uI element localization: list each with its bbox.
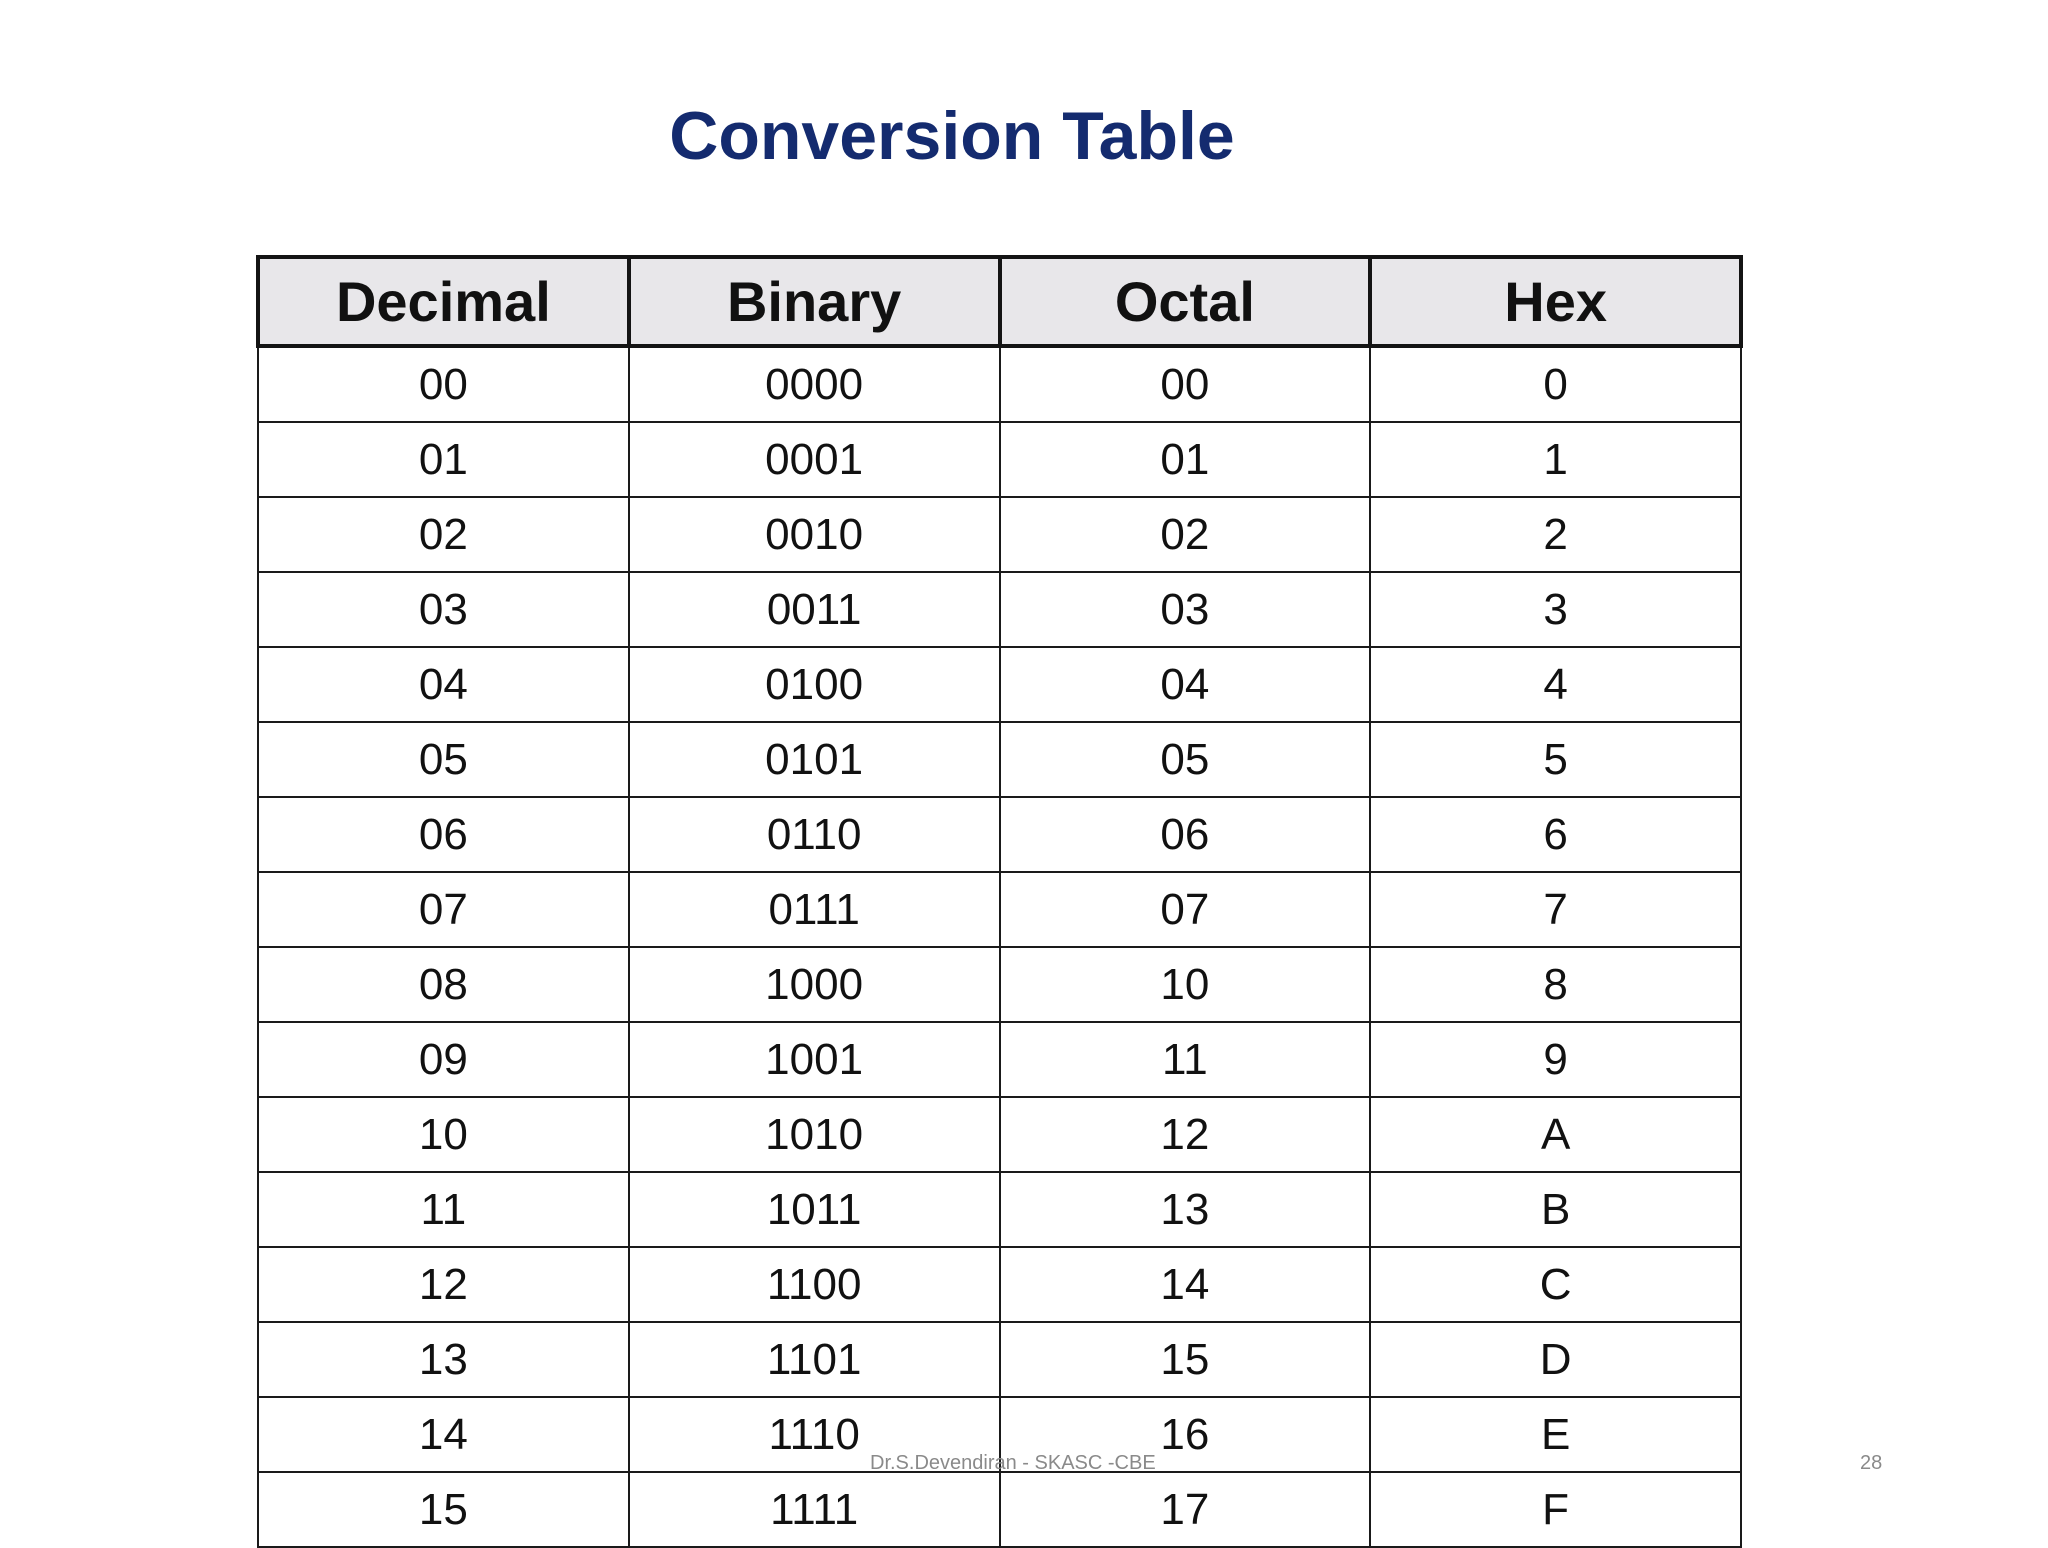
cell-hex: 3 [1370,572,1741,647]
cell-octal: 06 [1000,797,1371,872]
table-row [258,1022,1741,1097]
cell-octal: 15 [1000,1322,1371,1397]
page-number: 28 [1860,1452,1883,1474]
table-body [258,346,1741,1547]
cell-hex: E [1370,1397,1741,1472]
cell-hex: D [1370,1322,1741,1397]
table-row [258,1247,1741,1322]
table-header-row [258,257,1741,346]
table-row [258,1097,1741,1172]
cell-binary: 0010 [629,497,1000,572]
footer-author: Dr.S.Devendiran - SKASC -CBE [870,1452,1156,1474]
cell-hex: 7 [1370,872,1741,947]
cell-octal: 17 [1000,1472,1371,1547]
table-row [258,346,1741,422]
cell-octal: 16 [1000,1397,1371,1472]
cell-binary: 0111 [629,872,1000,947]
cell-decimal: 02 [258,497,629,572]
cell-decimal: 09 [258,1022,629,1097]
table-row [258,872,1741,947]
cell-octal: 13 [1000,1172,1371,1247]
cell-hex: 9 [1370,1022,1741,1097]
cell-binary: 1000 [629,947,1000,1022]
cell-hex: 0 [1370,346,1741,422]
cell-hex: 6 [1370,797,1741,872]
cell-binary: 1010 [629,1097,1000,1172]
cell-decimal: 11 [258,1172,629,1247]
cell-hex: 2 [1370,497,1741,572]
cell-decimal: 14 [258,1397,629,1472]
table-row [258,722,1741,797]
table-row [258,947,1741,1022]
cell-hex: F [1370,1472,1741,1547]
cell-binary: 1100 [629,1247,1000,1322]
conversion-table [256,255,1743,1548]
cell-binary: 0011 [629,572,1000,647]
cell-binary: 1101 [629,1322,1000,1397]
cell-binary: 1110 [629,1397,1000,1472]
cell-octal: 12 [1000,1097,1371,1172]
cell-decimal: 05 [258,722,629,797]
cell-binary: 0001 [629,422,1000,497]
cell-decimal: 04 [258,647,629,722]
column-header-binary: Binary [629,257,1000,346]
cell-decimal: 10 [258,1097,629,1172]
cell-decimal: 03 [258,572,629,647]
cell-binary: 1011 [629,1172,1000,1247]
cell-octal: 00 [1000,346,1371,422]
cell-binary: 0100 [629,647,1000,722]
cell-decimal: 00 [258,346,629,422]
cell-decimal: 13 [258,1322,629,1397]
cell-decimal: 12 [258,1247,629,1322]
cell-hex: 5 [1370,722,1741,797]
table-row [258,1322,1741,1397]
column-header-octal: Octal [1000,257,1371,346]
table-row [258,422,1741,497]
column-header-decimal: Decimal [258,257,629,346]
cell-hex: C [1370,1247,1741,1322]
column-header-hex: Hex [1370,257,1741,346]
cell-octal: 03 [1000,572,1371,647]
cell-decimal: 15 [258,1472,629,1547]
table-row [258,647,1741,722]
cell-decimal: 08 [258,947,629,1022]
cell-decimal: 01 [258,422,629,497]
cell-octal: 04 [1000,647,1371,722]
cell-octal: 14 [1000,1247,1371,1322]
cell-hex: 4 [1370,647,1741,722]
cell-hex: 8 [1370,947,1741,1022]
cell-octal: 10 [1000,947,1371,1022]
slide-title: Conversion Table [669,98,1235,174]
cell-decimal: 06 [258,797,629,872]
cell-binary: 1001 [629,1022,1000,1097]
cell-hex: B [1370,1172,1741,1247]
cell-binary: 1111 [629,1472,1000,1547]
cell-octal: 02 [1000,497,1371,572]
cell-octal: 11 [1000,1022,1371,1097]
cell-binary: 0000 [629,346,1000,422]
cell-octal: 07 [1000,872,1371,947]
cell-binary: 0101 [629,722,1000,797]
cell-binary: 0110 [629,797,1000,872]
cell-hex: 1 [1370,422,1741,497]
cell-decimal: 07 [258,872,629,947]
table-row [258,797,1741,872]
cell-hex: A [1370,1097,1741,1172]
table-row [258,1172,1741,1247]
table-row [258,497,1741,572]
table-row [258,572,1741,647]
cell-octal: 05 [1000,722,1371,797]
cell-octal: 01 [1000,422,1371,497]
